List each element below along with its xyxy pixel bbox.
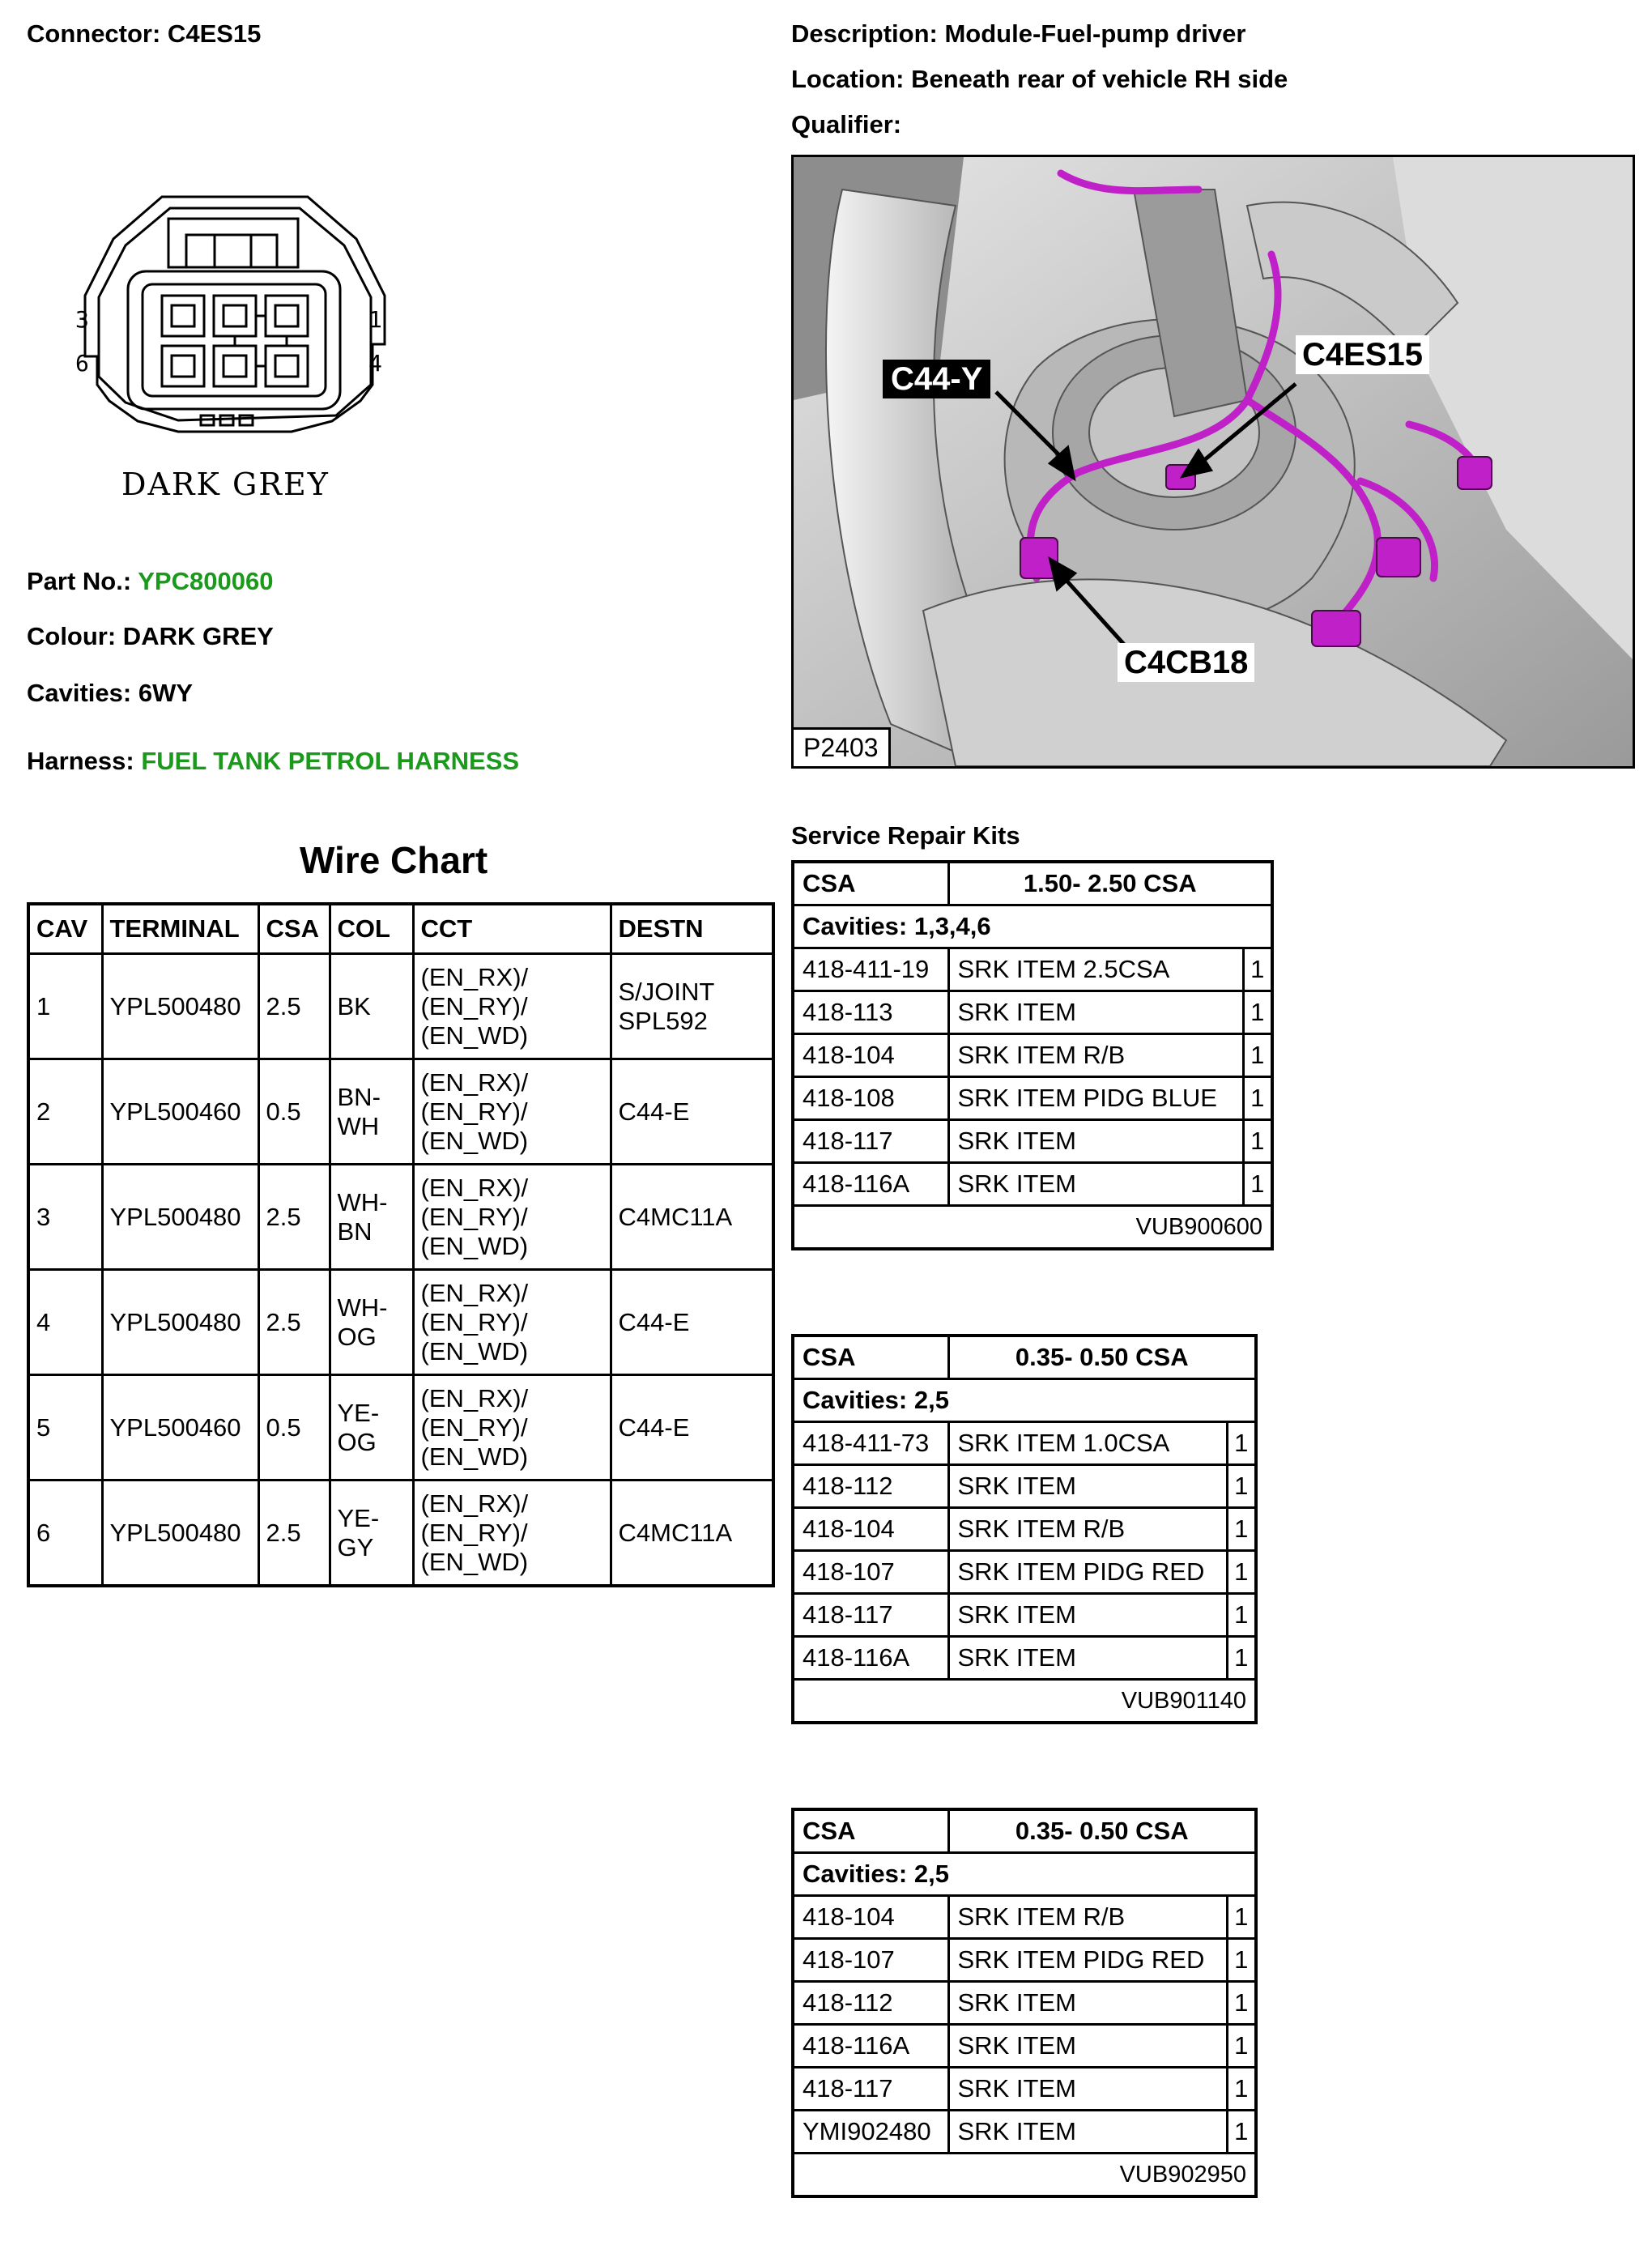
- srk-item-description: SRK ITEM 2.5CSA: [948, 948, 1243, 991]
- srk-item-description: SRK ITEM PIDG RED: [948, 1551, 1227, 1594]
- wire-chart-table: [27, 902, 775, 1587]
- wire-csa-cell: 2.5: [258, 1481, 330, 1587]
- srk-table: [791, 1808, 1258, 2198]
- srk-item-qty: 1: [1227, 2068, 1256, 2111]
- wire-destn-cell: C44-E: [611, 1059, 773, 1165]
- srk-item-description: SRK ITEM: [948, 2068, 1227, 2111]
- srk-item-qty: 1: [1227, 1594, 1256, 1637]
- wire-chart-header-row: [28, 904, 773, 954]
- wire-terminal-cell: YPL500480: [102, 1165, 258, 1270]
- wire-chart-title: Wire Chart: [300, 839, 488, 881]
- wire-cct-cell: (EN_RX)/ (EN_RY)/ (EN_WD): [413, 954, 611, 1059]
- srk-item-description: SRK ITEM: [948, 1163, 1243, 1206]
- description: Description: Module-Fuel-pump driver: [791, 19, 1246, 48]
- wire-csa-cell: 0.5: [258, 1059, 330, 1165]
- srk-item-description: SRK ITEM PIDG BLUE: [948, 1077, 1243, 1120]
- wire-destn-cell: C4MC11A: [611, 1165, 773, 1270]
- srk-part-number: 418-117: [793, 1120, 948, 1163]
- srk-part-number: 418-104: [793, 1896, 948, 1939]
- pin-label-6: 6: [75, 350, 89, 377]
- connector-latch: [168, 219, 298, 267]
- srk-item-qty: 1: [1243, 1034, 1272, 1077]
- srk-item-qty: 1: [1243, 1120, 1272, 1163]
- srk-item-description: SRK ITEM: [948, 1120, 1243, 1163]
- wire-terminal-cell: YPL500480: [102, 1270, 258, 1375]
- cavity-grid: [162, 296, 308, 386]
- srk-header-row: [793, 1336, 1256, 1379]
- callout-c44-y: C44-Y: [883, 360, 990, 398]
- wire-terminal-cell: YPL500460: [102, 1059, 258, 1165]
- srk-csa-label: CSA: [793, 1336, 948, 1379]
- wire-csa-cell: 2.5: [258, 1270, 330, 1375]
- col-header-terminal: TERMINAL: [102, 904, 258, 954]
- srk-item-row: [793, 991, 1272, 1034]
- wire-chart-row: [28, 954, 773, 1059]
- location: Location: Beneath rear of vehicle RH side: [791, 65, 1288, 93]
- srk-cavities-row: [793, 905, 1272, 948]
- srk-item-row: [793, 1120, 1272, 1163]
- srk-code-row: [793, 2154, 1256, 2197]
- wire-destn-cell: S/JOINT SPL592: [611, 954, 773, 1059]
- srk-item-qty: 1: [1243, 991, 1272, 1034]
- srk-part-number: 418-104: [793, 1034, 948, 1077]
- col-header-csa: CSA: [258, 904, 330, 954]
- part-no-label: Part No.:: [27, 567, 132, 595]
- wire-csa-cell: 2.5: [258, 1165, 330, 1270]
- srk-header-row: [793, 862, 1272, 905]
- srk-item-row: [793, 1896, 1256, 1939]
- callout-c4cb18: C4CB18: [1118, 643, 1254, 682]
- wire-col-cell: YE- GY: [330, 1481, 413, 1587]
- srk-part-number: 418-104: [793, 1508, 948, 1551]
- srk-cavities-row: [793, 1379, 1256, 1422]
- srk-code-row: [793, 1206, 1272, 1250]
- srk-cavities-row: [793, 1853, 1256, 1896]
- wire-cct-cell: (EN_RX)/ (EN_RY)/ (EN_WD): [413, 1270, 611, 1375]
- srk-kit-code: VUB901140: [793, 1680, 1256, 1723]
- srk-kit-code: VUB900600: [793, 1206, 1272, 1250]
- srk-table: [791, 1334, 1258, 1724]
- srk-csa-label: CSA: [793, 1809, 948, 1853]
- srk-item-qty: 1: [1227, 1551, 1256, 1594]
- wire-chart-row: [28, 1059, 773, 1165]
- srk-item-row: [793, 948, 1272, 991]
- srk-item-row: [793, 1163, 1272, 1206]
- wire-terminal-cell: YPL500480: [102, 1481, 258, 1587]
- harness-label: Harness:: [27, 747, 134, 775]
- srk-item-qty: 1: [1227, 1422, 1256, 1465]
- srk-code-row: [793, 1680, 1256, 1723]
- srk-table: [791, 860, 1274, 1250]
- srk-part-number: 418-411-19: [793, 948, 948, 991]
- srk-item-qty: 1: [1227, 1939, 1256, 1982]
- wire-cct-cell: (EN_RX)/ (EN_RY)/ (EN_WD): [413, 1165, 611, 1270]
- srk-item-description: SRK ITEM: [948, 991, 1243, 1034]
- srk-item-description: SRK ITEM: [948, 1982, 1227, 2025]
- srk-part-number: 418-112: [793, 1982, 948, 2025]
- srk-item-description: SRK ITEM R/B: [948, 1896, 1227, 1939]
- harness-value: FUEL TANK PETROL HARNESS: [141, 747, 520, 775]
- srk-item-qty: 1: [1243, 948, 1272, 991]
- srk-part-number: 418-117: [793, 1594, 948, 1637]
- srk-item-row: [793, 1594, 1256, 1637]
- colour: Colour: DARK GREY: [27, 622, 274, 650]
- wire-cav-cell: 6: [28, 1481, 102, 1587]
- srk-cavities: Cavities: 2,5: [793, 1379, 1256, 1422]
- figure-id: P2403: [794, 727, 891, 766]
- srk-item-row: [793, 1939, 1256, 1982]
- srk-item-description: SRK ITEM R/B: [948, 1034, 1243, 1077]
- wire-chart-row: [28, 1375, 773, 1481]
- srk-header-row: [793, 1809, 1256, 1853]
- wire-cav-cell: 1: [28, 954, 102, 1059]
- srk-item-description: SRK ITEM: [948, 1465, 1227, 1508]
- srk-item-row: [793, 1034, 1272, 1077]
- srk-item-row: [793, 1465, 1256, 1508]
- srk-item-description: SRK ITEM: [948, 2025, 1227, 2068]
- srk-part-number: 418-117: [793, 2068, 948, 2111]
- connector-title: Connector: C4ES15: [27, 19, 262, 48]
- srk-part-number: 418-112: [793, 1465, 948, 1508]
- srk-item-description: SRK ITEM: [948, 1637, 1227, 1680]
- pin-label-3: 3: [75, 306, 89, 333]
- srk-part-number: 418-107: [793, 1551, 948, 1594]
- wire-col-cell: BK: [330, 954, 413, 1059]
- srk-item-row: [793, 2111, 1256, 2154]
- srk-item-qty: 1: [1227, 1896, 1256, 1939]
- wire-col-cell: BN- WH: [330, 1059, 413, 1165]
- part-no: [27, 565, 273, 598]
- srk-item-qty: 1: [1227, 1982, 1256, 2025]
- wire-cav-cell: 3: [28, 1165, 102, 1270]
- qualifier: Qualifier:: [791, 110, 902, 138]
- srk-csa-range: 0.35- 0.50 CSA: [948, 1809, 1256, 1853]
- col-header-cav: CAV: [28, 904, 102, 954]
- wire-cct-cell: (EN_RX)/ (EN_RY)/ (EN_WD): [413, 1059, 611, 1165]
- srk-item-qty: 1: [1243, 1163, 1272, 1206]
- srk-item-row: [793, 2025, 1256, 2068]
- srk-item-qty: 1: [1227, 1465, 1256, 1508]
- srk-item-qty: 1: [1243, 1077, 1272, 1120]
- srk-item-row: [793, 1637, 1256, 1680]
- location-photo: [791, 155, 1635, 769]
- srk-part-number: YMI902480: [793, 2111, 948, 2154]
- srk-cavities: Cavities: 1,3,4,6: [793, 905, 1272, 948]
- srk-item-description: SRK ITEM PIDG RED: [948, 1939, 1227, 1982]
- srk-csa-range: 0.35- 0.50 CSA: [948, 1336, 1256, 1379]
- callout-c4es15: C4ES15: [1296, 335, 1429, 374]
- wire-cav-cell: 5: [28, 1375, 102, 1481]
- harness: [27, 745, 519, 778]
- wire-col-cell: YE- OG: [330, 1375, 413, 1481]
- wire-terminal-cell: YPL500480: [102, 954, 258, 1059]
- srk-item-row: [793, 1982, 1256, 2025]
- srk-item-qty: 1: [1227, 1508, 1256, 1551]
- part-no-value: YPC800060: [138, 567, 274, 595]
- srk-item-row: [793, 1422, 1256, 1465]
- srk-cavities: Cavities: 2,5: [793, 1853, 1256, 1896]
- srk-item-description: SRK ITEM: [948, 2111, 1227, 2154]
- srk-item-qty: 1: [1227, 2111, 1256, 2154]
- wire-col-cell: WH- BN: [330, 1165, 413, 1270]
- pin-label-1: 1: [368, 306, 382, 333]
- srk-item-row: [793, 1077, 1272, 1120]
- col-header-destn: DESTN: [611, 904, 773, 954]
- cavities: Cavities: 6WY: [27, 679, 194, 707]
- wire-col-cell: WH- OG: [330, 1270, 413, 1375]
- srk-part-number: 418-116A: [793, 2025, 948, 2068]
- wire-destn-cell: C44-E: [611, 1375, 773, 1481]
- srk-part-number: 418-411-73: [793, 1422, 948, 1465]
- srk-item-row: [793, 1551, 1256, 1594]
- wire-destn-cell: C44-E: [611, 1270, 773, 1375]
- srk-csa-range: 1.50- 2.50 CSA: [948, 862, 1272, 905]
- wire-chart-row: [28, 1165, 773, 1270]
- wire-terminal-cell: YPL500460: [102, 1375, 258, 1481]
- connector-colour-label: DARK GREY: [121, 467, 330, 502]
- col-header-col: COL: [330, 904, 413, 954]
- wire-cav-cell: 4: [28, 1270, 102, 1375]
- wire-chart-row: [28, 1481, 773, 1587]
- srk-csa-label: CSA: [793, 862, 948, 905]
- srk-title: Service Repair Kits: [791, 821, 1020, 850]
- srk-item-qty: 1: [1227, 2025, 1256, 2068]
- srk-item-description: SRK ITEM 1.0CSA: [948, 1422, 1227, 1465]
- srk-kit-code: VUB902950: [793, 2154, 1256, 2197]
- srk-item-row: [793, 1508, 1256, 1551]
- wire-cct-cell: (EN_RX)/ (EN_RY)/ (EN_WD): [413, 1481, 611, 1587]
- srk-item-description: SRK ITEM: [948, 1594, 1227, 1637]
- wire-csa-cell: 0.5: [258, 1375, 330, 1481]
- srk-part-number: 418-108: [793, 1077, 948, 1120]
- srk-part-number: 418-107: [793, 1939, 948, 1982]
- srk-part-number: 418-116A: [793, 1637, 948, 1680]
- srk-part-number: 418-116A: [793, 1163, 948, 1206]
- wire-cav-cell: 2: [28, 1059, 102, 1165]
- col-header-cct: CCT: [413, 904, 611, 954]
- wire-destn-cell: C4MC11A: [611, 1481, 773, 1587]
- srk-item-description: SRK ITEM R/B: [948, 1508, 1227, 1551]
- wire-chart-row: [28, 1270, 773, 1375]
- srk-item-qty: 1: [1227, 1637, 1256, 1680]
- srk-item-row: [793, 2068, 1256, 2111]
- pin-label-4: 4: [368, 350, 382, 377]
- srk-part-number: 418-113: [793, 991, 948, 1034]
- wire-cct-cell: (EN_RX)/ (EN_RY)/ (EN_WD): [413, 1375, 611, 1481]
- wire-csa-cell: 2.5: [258, 954, 330, 1059]
